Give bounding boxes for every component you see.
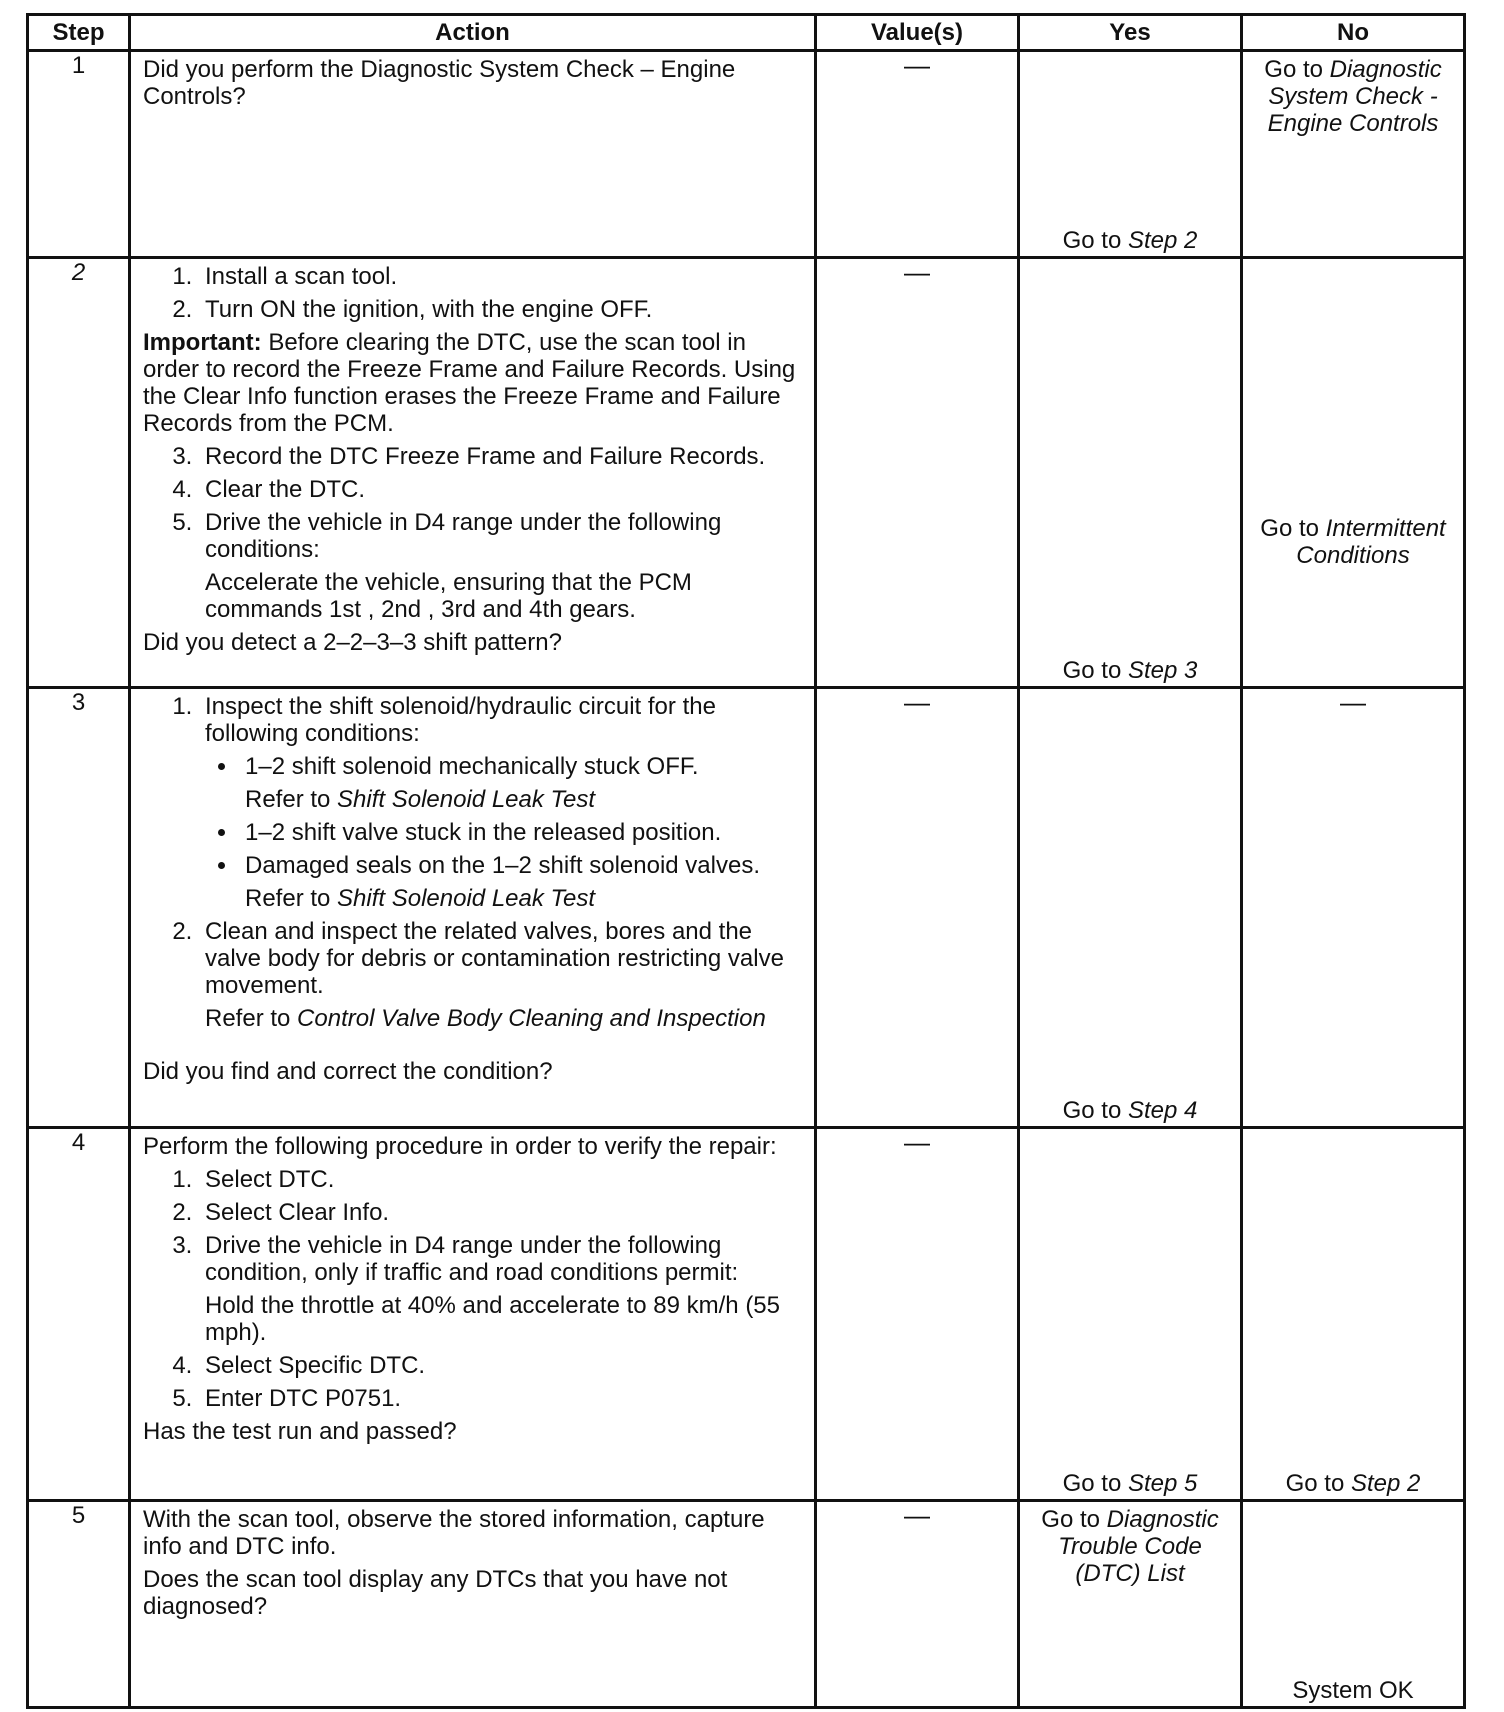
action-list	[143, 263, 804, 323]
value-text: —	[904, 50, 930, 80]
yes-instruction	[1020, 1502, 1240, 1587]
step-number	[28, 688, 130, 1128]
list-item-text: Drive the vehicle in D4 range under the following conditions:	[205, 509, 722, 563]
table-row-step-2	[28, 258, 1465, 688]
yes-cell	[1019, 1128, 1242, 1501]
list-item	[199, 509, 804, 623]
value-cell	[816, 258, 1019, 688]
no-instruction: System OK	[1292, 1677, 1414, 1704]
no-prefix: Go to	[1285, 1470, 1351, 1497]
header-no: No	[1242, 15, 1465, 51]
list-item-text: Inspect the shift solenoid/hydraulic circuit for the following conditions:	[205, 693, 716, 747]
table-row-step-5	[28, 1501, 1465, 1708]
refer-link[interactable]: Control Valve Body Cleaning and Inspection	[297, 1005, 766, 1032]
list-item: 3. Record the DTC Freeze Frame and Failure Records.	[199, 443, 804, 470]
action-question: Did you find and correct the condition?	[143, 1058, 553, 1085]
no-prefix: Go to	[1260, 515, 1326, 542]
action-text: With the scan tool, observe the stored information, capture info and DTC info.	[143, 1506, 765, 1560]
value-cell	[816, 51, 1019, 258]
table-row-step-3	[28, 688, 1465, 1128]
yes-cell	[1019, 258, 1242, 688]
list-item-text: Drive the vehicle in D4 range under the following condition, only if traffic and road conditions permit:	[205, 1232, 739, 1286]
important-note	[143, 329, 804, 437]
yes-prefix: Go to	[1041, 1506, 1107, 1533]
list-item-text: Clean and inspect the related valves, bores and the valve body for debris or contamination restricting valve movement.	[205, 918, 784, 999]
no-cell	[1242, 688, 1465, 1128]
bullet-list	[205, 753, 804, 912]
yes-prefix: Go to	[1062, 657, 1128, 684]
value-text: —	[904, 1500, 930, 1530]
value-cell	[816, 1128, 1019, 1501]
bullet-text: 1–2 shift solenoid mechanically stuck OFF.	[245, 753, 699, 780]
list-item: 2. Select Clear Info.	[199, 1199, 804, 1226]
yes-instruction	[1020, 1470, 1240, 1497]
list-item: 1. Install a scan tool.	[199, 263, 804, 290]
yes-link[interactable]: Diagnostic Trouble Code (DTC) List	[1058, 1506, 1219, 1587]
yes-link[interactable]: Step 5	[1127, 1470, 1198, 1497]
header-step: Step	[28, 15, 130, 51]
refer-link[interactable]: Shift Solenoid Leak Test	[337, 885, 595, 912]
action-question: Did you detect a 2–2–3–3 shift pattern?	[143, 629, 562, 656]
list-item	[199, 918, 804, 1032]
bullet-item	[239, 852, 804, 912]
no-instruction	[1243, 1470, 1463, 1497]
value-text: —	[904, 687, 930, 717]
action-cell	[130, 51, 816, 258]
sub-instruction: Hold the throttle at 40% and accelerate to 89 km/h (55 mph).	[205, 1292, 781, 1346]
yes-instruction	[1020, 657, 1240, 684]
list-item: 4. Clear the DTC.	[199, 476, 804, 503]
action-cell	[130, 1128, 816, 1501]
no-link[interactable]: Diagnostic System Check - Engine Controls	[1267, 56, 1442, 137]
no-link[interactable]: Intermittent Conditions	[1296, 515, 1446, 569]
action-question: Has the test run and passed?	[143, 1418, 457, 1445]
no-link[interactable]: Step 2	[1350, 1470, 1421, 1497]
yes-link[interactable]: Step 4	[1127, 1097, 1198, 1124]
action-question: Did you perform the Diagnostic System Check – Engine Controls?	[143, 56, 736, 110]
step-number	[28, 258, 130, 688]
action-cell	[130, 1501, 816, 1708]
list-item: 1. Select DTC.	[199, 1166, 804, 1193]
yes-link[interactable]: Step 2	[1127, 227, 1198, 254]
no-prefix: Go to	[1264, 56, 1330, 83]
refer-line	[205, 1005, 804, 1032]
refer-prefix: Refer to	[205, 1005, 298, 1032]
no-cell	[1242, 1128, 1465, 1501]
step-number-text: 2	[71, 259, 86, 286]
sub-instruction: Accelerate the vehicle, ensuring that the PCM commands 1st , 2nd , 3rd and 4th gears.	[205, 569, 692, 623]
header-values: Value(s)	[816, 15, 1019, 51]
important-text: Before clearing the DTC, use the scan tool in order to record the Freeze Frame and Failure Records. Using the Clear Info function erases the Freeze Frame and Failure Records from the PCM.	[143, 329, 796, 437]
diagnostic-table	[26, 13, 1466, 1709]
action-list	[143, 443, 804, 623]
refer-link[interactable]: Shift Solenoid Leak Test	[337, 786, 595, 813]
yes-prefix: Go to	[1062, 227, 1128, 254]
bullet-text: Damaged seals on the 1–2 shift solenoid valves.	[245, 852, 760, 879]
action-list	[143, 1352, 804, 1412]
yes-cell	[1019, 51, 1242, 258]
bullet-item: • 1–2 shift valve stuck in the released position.	[239, 819, 804, 846]
yes-instruction	[1020, 227, 1240, 254]
list-item: 5. Enter DTC P0751.	[199, 1385, 804, 1412]
step-number-text: 4	[71, 1129, 86, 1156]
yes-cell	[1019, 1501, 1242, 1708]
action-cell	[130, 258, 816, 688]
no-cell	[1242, 258, 1465, 688]
refer-line	[245, 885, 804, 912]
value-cell	[816, 1501, 1019, 1708]
refer-prefix: Refer to	[245, 885, 338, 912]
bullet-item	[239, 753, 804, 813]
table-row-step-4	[28, 1128, 1465, 1501]
step-number	[28, 1128, 130, 1501]
list-item	[199, 1232, 804, 1346]
value-text: —	[904, 257, 930, 287]
refer-prefix: Refer to	[245, 786, 338, 813]
yes-prefix: Go to	[1062, 1470, 1128, 1497]
value-cell	[816, 688, 1019, 1128]
step-number-text: 1	[71, 52, 86, 79]
no-cell	[1242, 1501, 1465, 1708]
step-number	[28, 51, 130, 258]
step-number	[28, 1501, 130, 1708]
header-row	[28, 15, 1465, 51]
yes-instruction	[1020, 1097, 1240, 1124]
list-item: 2. Turn ON the ignition, with the engine OFF.	[199, 296, 804, 323]
table-row-step-1	[28, 51, 1465, 258]
action-question: Does the scan tool display any DTCs that you have not diagnosed?	[143, 1566, 728, 1620]
list-item: 4. Select Specific DTC.	[199, 1352, 804, 1379]
action-intro: Perform the following procedure in order to verify the repair:	[143, 1133, 777, 1160]
step-number-text: 3	[71, 689, 86, 716]
no-instruction	[1243, 52, 1463, 137]
list-item	[199, 693, 804, 912]
yes-prefix: Go to	[1062, 1097, 1128, 1124]
yes-link[interactable]: Step 3	[1127, 657, 1198, 684]
header-yes: Yes	[1019, 15, 1242, 51]
action-list	[143, 693, 804, 1032]
no-instruction	[1243, 515, 1463, 569]
no-value-text: —	[1340, 687, 1366, 717]
yes-cell	[1019, 688, 1242, 1128]
step-number-text: 5	[71, 1502, 86, 1529]
refer-line	[245, 786, 804, 813]
important-label: Important:	[143, 329, 262, 356]
action-cell	[130, 688, 816, 1128]
action-list	[143, 1166, 804, 1346]
value-text: —	[904, 1127, 930, 1157]
header-action: Action	[130, 15, 816, 51]
no-cell	[1242, 51, 1465, 258]
